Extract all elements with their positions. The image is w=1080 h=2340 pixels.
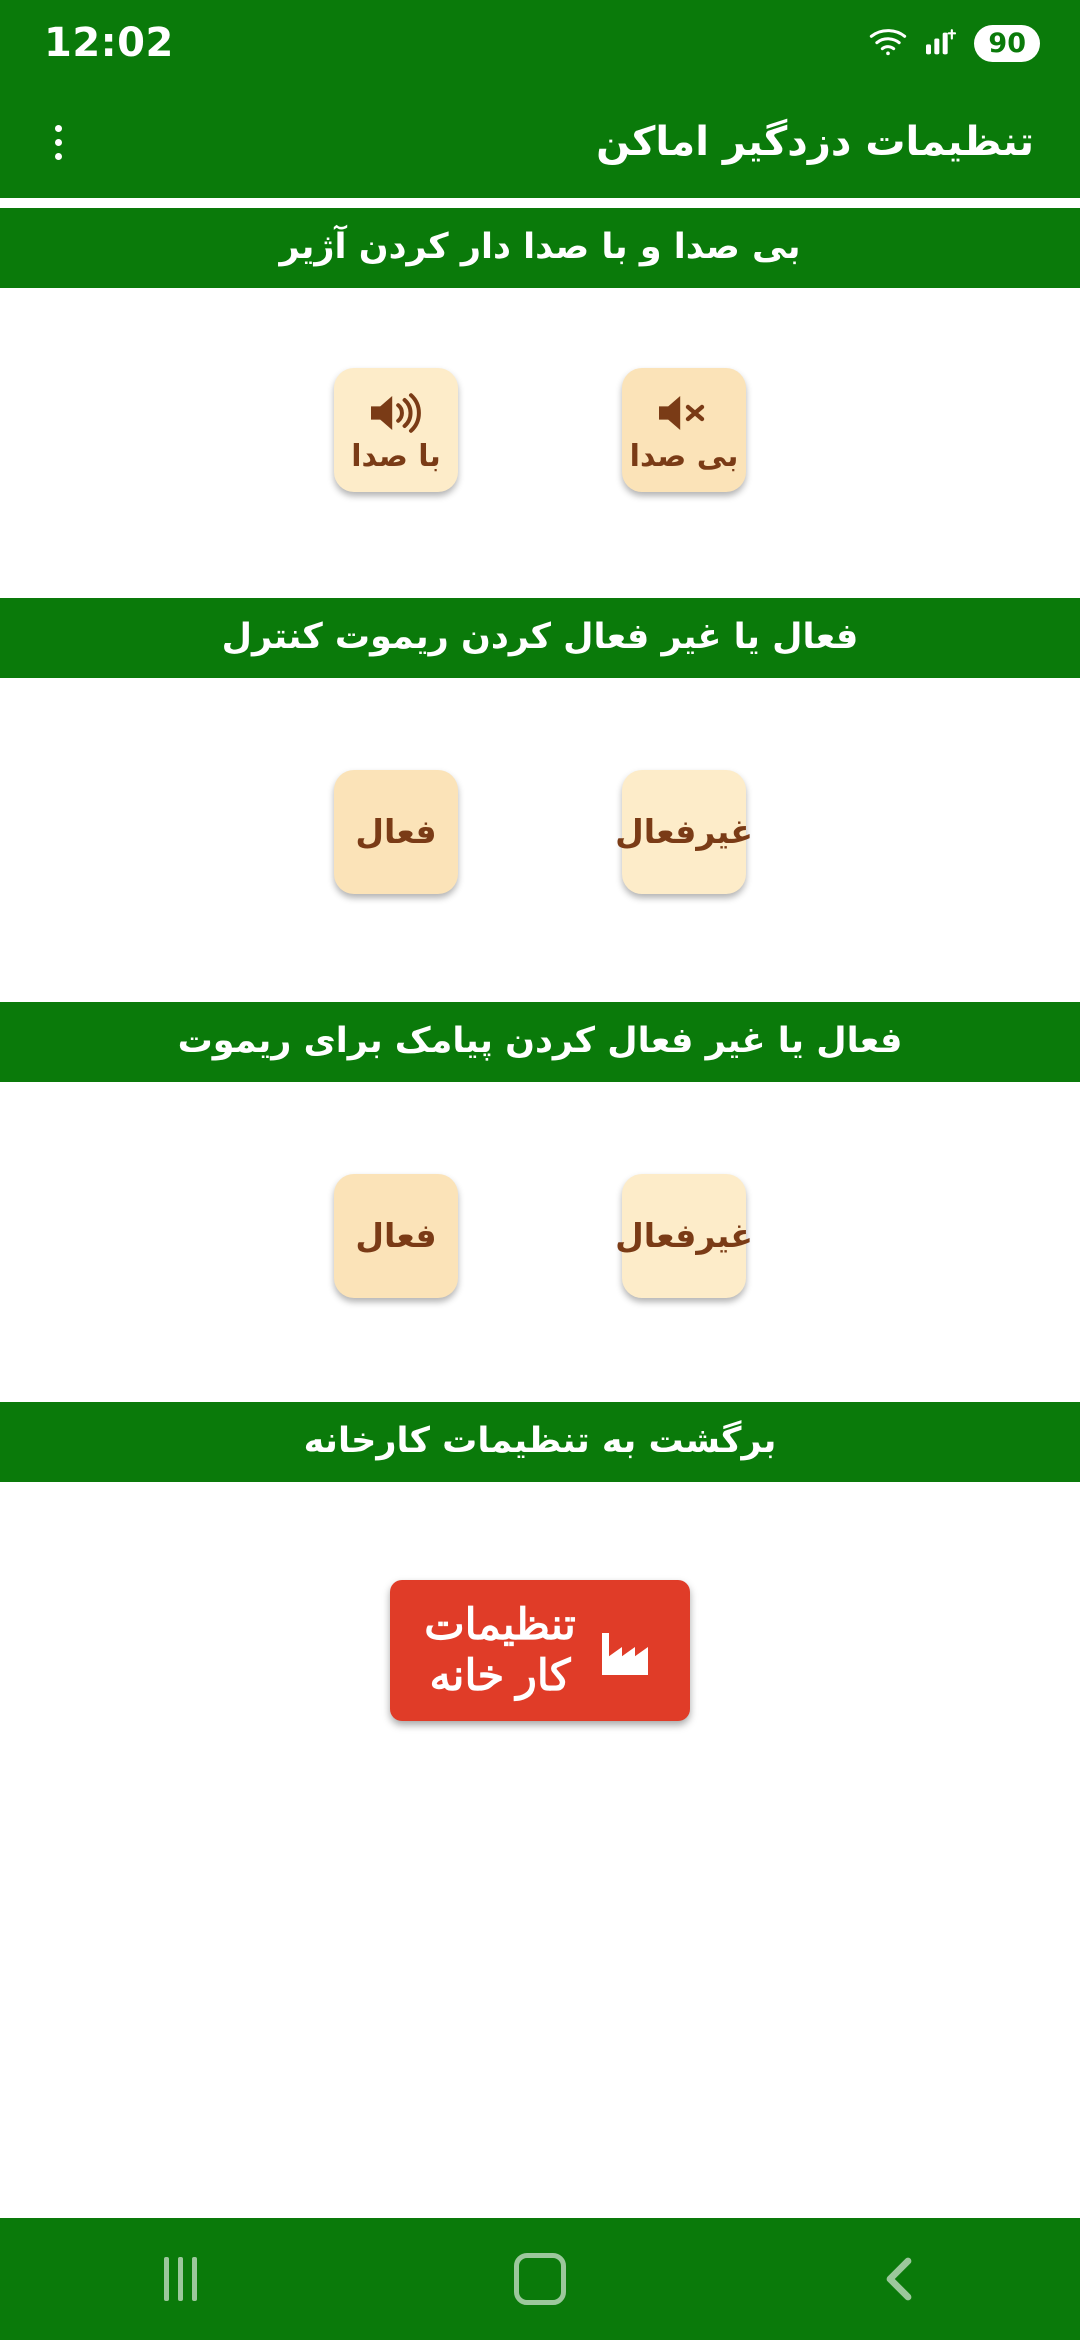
siren-sound-button[interactable]: [334, 368, 458, 492]
app-bar: [0, 86, 1080, 198]
remote-sms-enable-button[interactable]: [334, 1174, 458, 1298]
remote-enable-label: فعال: [355, 811, 437, 851]
recents-icon[interactable]: [120, 2239, 240, 2319]
status-time: 12:02: [44, 20, 174, 66]
factory-button-row: [0, 1482, 1080, 1721]
remote-button-row: [0, 678, 1080, 1002]
wifi-icon: [868, 26, 908, 60]
status-indicators: [868, 25, 1040, 62]
factory-label-line2: کار خانه: [429, 1651, 571, 1700]
remote-enable-button[interactable]: [334, 770, 458, 894]
page-title: تنظیمات دزدگیر اماکن: [596, 119, 1034, 165]
volume-mute-icon: [653, 388, 715, 438]
appbar-divider: [0, 198, 1080, 208]
remote-disable-label: غیرفعال: [615, 811, 753, 851]
home-icon[interactable]: [480, 2239, 600, 2319]
siren-sound-label: با صدا: [351, 438, 441, 474]
battery-level: 90: [974, 25, 1040, 62]
remote-sms-disable-button[interactable]: [615, 1174, 753, 1298]
status-bar: [0, 0, 1080, 86]
factory-label-line1: تنظیمات: [424, 1601, 576, 1649]
back-icon[interactable]: [840, 2239, 960, 2319]
siren-mute-button[interactable]: [622, 368, 746, 492]
remote-sms-disable-label: غیرفعال: [615, 1215, 753, 1255]
factory-icon: [594, 1623, 656, 1679]
remote-sms-button-row: [0, 1082, 1080, 1402]
main-content: [0, 208, 1080, 2218]
remote-sms-enable-label: فعال: [355, 1215, 437, 1255]
factory-settings-button[interactable]: [390, 1580, 690, 1721]
section-header-remote: فعال یا غیر فعال کردن ریموت کنترل: [0, 598, 1080, 678]
volume-on-icon: [365, 388, 427, 438]
siren-mute-label: بی صدا: [629, 438, 739, 474]
section-header-factory-reset: برگشت به تنظیمات کارخانه: [0, 1402, 1080, 1482]
factory-button-label: [424, 1600, 576, 1701]
section-header-siren: بی صدا و با صدا دار کردن آژیر: [0, 208, 1080, 288]
section-header-remote-sms: فعال یا غیر فعال کردن پیامک برای ریموت: [0, 1002, 1080, 1082]
system-navigation-bar: [0, 2218, 1080, 2340]
more-vertical-icon[interactable]: [34, 115, 82, 170]
remote-disable-button[interactable]: [615, 770, 753, 894]
siren-button-row: [0, 288, 1080, 598]
signal-icon: [924, 26, 958, 60]
